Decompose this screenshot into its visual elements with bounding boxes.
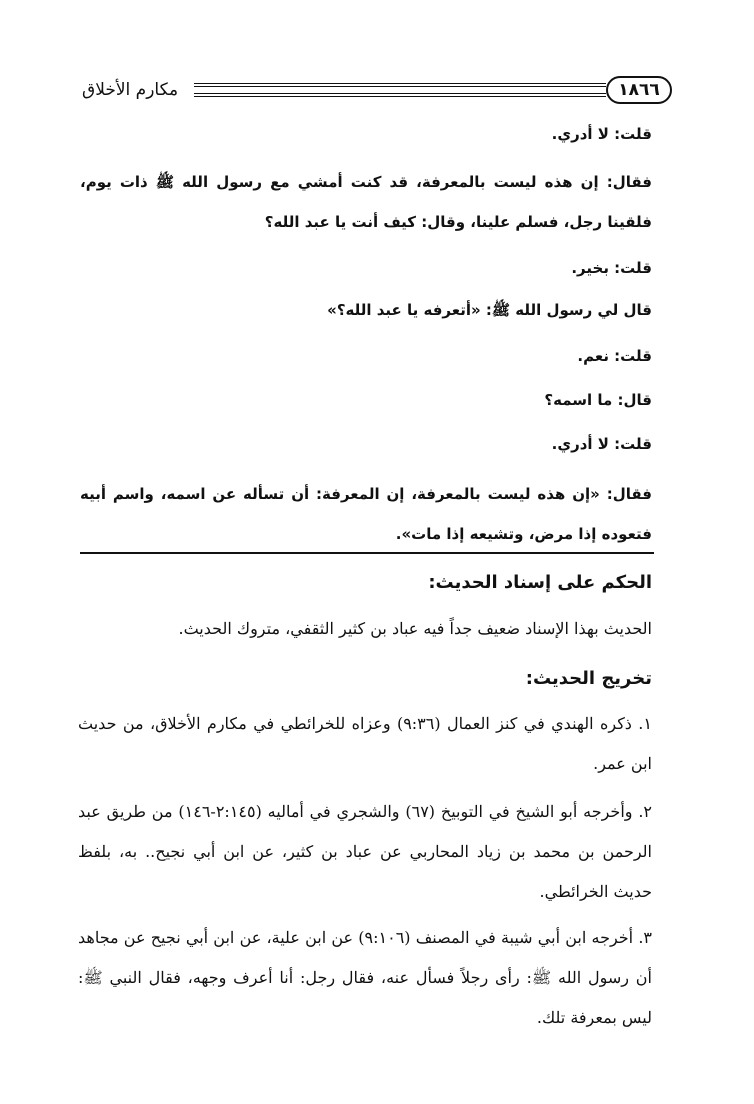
narration-line: قال لي رسول الله ﷺ: «أتعرفه يا عبد الله؟»	[327, 301, 652, 319]
isnad-text: الحديث بهذا الإسناد ضعيف جداً فيه عباد بن كثير الثقفي، متروك الحديث.	[178, 619, 652, 638]
takhrij-item: ٢. وأخرجه أبو الشيخ في التوبيخ (٦٧) والشجري في أماليه (٢:١٤٥-١٤٦) من طريق عبد الرحمن بن محمد بن زياد المحاربي عن عباد بن كثير، عن ابن أبي نجيح.. به، بلفظ حديث الخرائطي.	[78, 802, 653, 901]
narration-paragraph: فقال: إن هذه ليست بالمعرفة، قد كنت أمشي مع رسول الله ﷺ ذات يوم، فلقينا رجل، فسلم علينا، وقال: كيف أنت يا عبد الله؟	[80, 173, 652, 231]
page-number-badge: ١٨٦٦	[606, 76, 672, 104]
narration-line: قال: ما اسمه؟	[544, 391, 652, 409]
takhrij-item: ٣. أخرجه ابن أبي شيبة في المصنف (٩:١٠٦) عن ابن علية، عن ابن أبي نجيح عن مجاهد أن رسول الله ﷺ: رأى رجلاً فسأل عنه، فقال رجل: أنا أعرف وجهه، فقال النبي ﷺ: ليس بمعرفة تلك.	[78, 928, 652, 1027]
narration-paragraph: فقال: «إن هذه ليست بالمعرفة، إن المعرفة: أن تسأله عن اسمه، واسم أبيه فتعوده إذا مرض، وتشيعه إذا مات».	[80, 485, 652, 543]
header-double-rule	[194, 83, 606, 97]
narration-line: قلت: نعم.	[577, 347, 652, 365]
narration-line: قلت: لا أدري.	[551, 125, 652, 143]
running-header	[82, 74, 672, 108]
book-title: مكارم الأخلاق	[82, 80, 179, 100]
section-divider	[80, 552, 654, 554]
takhrij-heading: تخريج الحديث:	[525, 668, 652, 689]
narration-line: قلت: بخير.	[571, 259, 652, 277]
narration-line: قلت: لا أدري.	[551, 435, 652, 453]
takhrij-item: ١. ذكره الهندي في كنز العمال (٩:٣٦) وعزاه للخرائطي في مكارم الأخلاق، من حديث ابن عمر.	[78, 714, 652, 773]
isnad-heading: الحكم على إسناد الحديث:	[428, 572, 652, 593]
